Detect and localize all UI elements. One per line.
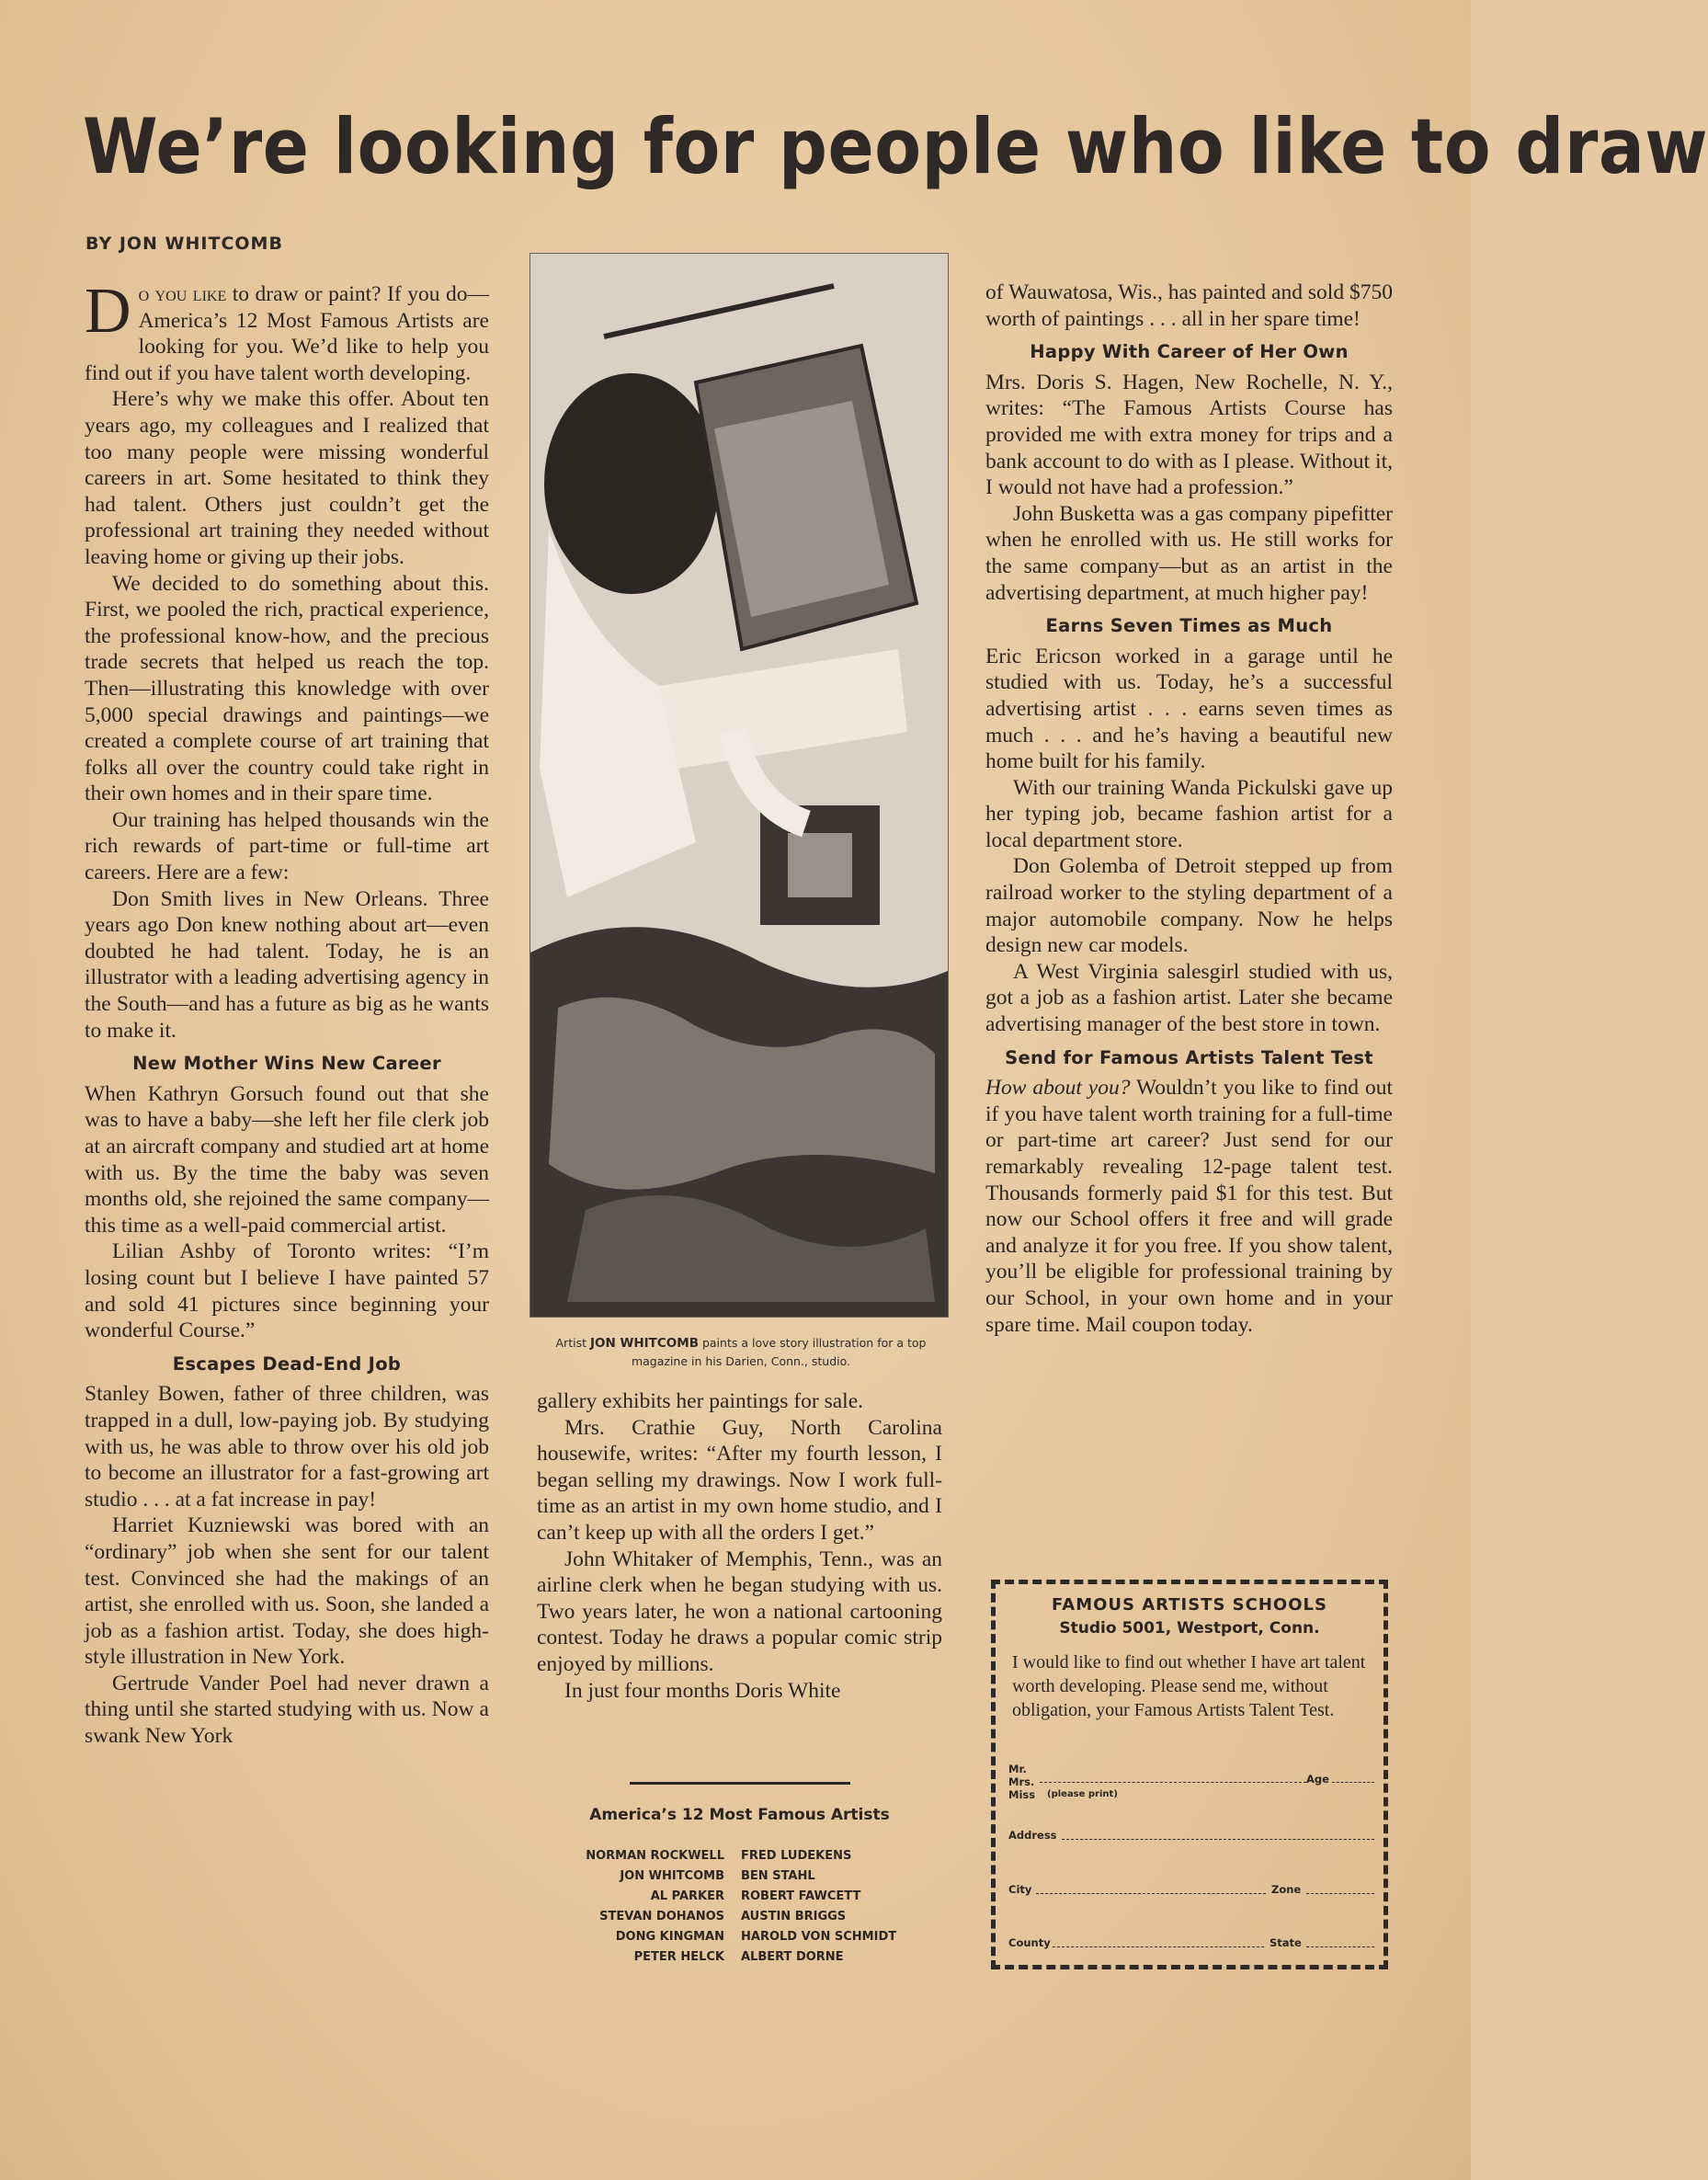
subheading: Happy With Career of Her Own xyxy=(1030,341,1349,363)
state-label: State xyxy=(1270,1936,1302,1949)
artists-row xyxy=(528,1866,951,1887)
artist-photo xyxy=(529,253,949,1318)
artists-list xyxy=(528,1846,951,1968)
article-column-2 xyxy=(537,1388,942,1704)
paragraph: Mrs. Crathie Guy, North Carolina housewife, writes: “After my fourth lesson, I began selling my drawings. Now I work full-time as an artist in my own home studio, and I can’t keep up with all the orders I get.” xyxy=(537,1415,942,1545)
paragraph: How about you? Wouldn’t you like to find out if you have talent worth training for a full-time or part-time art career? Just send for our remarkably revealing 12-page talent test. Thousands formerly paid $1 for this test. But now our School offers it free and will grade and analyze it for you free. If you show talent, you’ll be eligible for professional training by our School, in your own home and in your spare time. Mail coupon today. xyxy=(985,1076,1393,1337)
artists-row xyxy=(528,1887,951,1907)
county-line[interactable] xyxy=(1053,1946,1264,1947)
artist-name: ROBERT FAWCETT xyxy=(741,1889,861,1903)
drop-cap: D xyxy=(85,276,131,347)
artists-row xyxy=(528,1907,951,1927)
mr-label: Mr. xyxy=(1008,1763,1027,1775)
artist-name: DONG KINGMAN xyxy=(615,1930,724,1944)
coupon-title: FAMOUS ARTISTS SCHOOLS xyxy=(1052,1595,1327,1615)
paragraph: A West Virginia salesgirl studied with us, got a job as a fashion artist. Later she became advertising manager of the best store in town. xyxy=(985,959,1393,1037)
mail-coupon xyxy=(991,1580,1388,1969)
paragraph: We decided to do something about this. First, we pooled the rich, practical experience, the professional know-how, and the precious trade secrets that helped us reach the top. Then—illustrating this knowledge with over 5,000 special drawings and paintings—we created a complete course of art training that folks all over the country could take right in their own homes and in their spare time. xyxy=(85,571,489,806)
age-label: Age xyxy=(1306,1773,1329,1786)
byline: BY JON WHITCOMB xyxy=(85,234,283,254)
artist-photo-illustration xyxy=(530,254,948,1317)
paragraph: Here’s why we make this offer. About ten years ago, my colleagues and I realized that too many people were missing wonderful careers in art. Some hesitated to think they had talent. Others just couldn’t get the professional art training they needed without leaving home or giving up their jobs. xyxy=(85,387,489,569)
coupon-text: I would like to find out whether I have art talent worth developing. Please send me, without obligation, your Famous Artists Talent Test. xyxy=(1012,1652,1366,1720)
intro-paragraph: Do you like to draw or paint? If you do—America’s 12 Most Famous Artists are looking for you. We’d like to help you find out if you have talent worth developing. xyxy=(85,276,489,385)
artist-name: AUSTIN BRIGGS xyxy=(741,1910,847,1923)
paragraph: Eric Ericson worked in a garage until he studied with us. Today, he’s a successful advertising artist . . . earns seven times as much . . . and he’s having a beautiful new home built for his family. xyxy=(985,644,1393,774)
artist-name: HAROLD VON SCHMIDT xyxy=(741,1930,897,1944)
artist-name: AL PARKER xyxy=(650,1889,724,1903)
artist-name: FRED LUDEKENS xyxy=(741,1849,852,1863)
artist-name: ALBERT DORNE xyxy=(741,1950,844,1964)
age-line[interactable] xyxy=(1332,1781,1374,1783)
zone-line[interactable] xyxy=(1306,1892,1374,1894)
artist-name: NORMAN ROCKWELL xyxy=(586,1849,724,1863)
artist-name: PETER HELCK xyxy=(633,1950,724,1964)
subheading: Send for Famous Artists Talent Test xyxy=(1005,1046,1373,1068)
county-label: County xyxy=(1008,1936,1051,1949)
photo-caption: Artist JON WHITCOMB paints a love story illustration for a top magazine in his Darien, Conn., studio. xyxy=(555,1336,927,1368)
paragraph: Our training has helped thousands win the rich rewards of part-time or full-time art careers. Here are a few: xyxy=(85,807,489,885)
miss-label: Miss xyxy=(1008,1788,1036,1801)
subheading: Earns Seven Times as Much xyxy=(1045,615,1333,637)
headline: We’re looking for people who like to draw xyxy=(83,103,1708,192)
city-line[interactable] xyxy=(1036,1892,1266,1894)
mrs-label: Mrs. xyxy=(1008,1775,1035,1788)
city-label: City xyxy=(1008,1883,1032,1896)
paragraph: Don Golemba of Detroit stepped up from railroad worker to the styling department of a major automobile company. Now he helps design new car models. xyxy=(985,854,1393,958)
paragraph: Don Smith lives in New Orleans. Three years ago Don knew nothing about art—even doubted he had talent. Today, he is an illustrator with a leading advertising agency in the South—and has a future as big as he wants to make it. xyxy=(85,886,489,1043)
artists-row xyxy=(528,1947,951,1968)
subheading: Escapes Dead-End Job xyxy=(172,1353,402,1375)
state-line[interactable] xyxy=(1306,1946,1374,1947)
paragraph: Mrs. Doris S. Hagen, New Rochelle, N. Y., writes: “The Famous Artists Course has provided me with extra money for trips and a bank account to do with as I please. Without it, I would not have had a profession.” xyxy=(985,370,1393,500)
artist-name: STEVAN DOHANOS xyxy=(599,1910,724,1923)
paragraph: Harriet Kuzniewski was bored with an “ordinary” job when she sent for our talent test. Convinced she had the makings of an artist, she enrolled with us. Soon, she landed a job as a fashion artist. Today, she does high-style illustration in New York. xyxy=(85,1513,489,1670)
artists-row xyxy=(528,1846,951,1866)
paragraph: John Busketta was a gas company pipefitter when he enrolled with us. He still works for the same company—but as an artist in the advertising department, at much higher pay! xyxy=(985,501,1393,605)
paragraph: In just four months Doris White xyxy=(564,1678,841,1703)
artists-row xyxy=(528,1927,951,1947)
subheading: New Mother Wins New Career xyxy=(132,1053,441,1075)
paragraph: When Kathryn Gorsuch found out that she was to have a baby—she left her file clerk job at an aircraft company and studied art at home with us. By the time the baby was seven months old, she rejoined the same company—this time as a well-paid commercial artist. xyxy=(85,1081,489,1238)
zone-label: Zone xyxy=(1271,1883,1302,1896)
paragraph: With our training Wanda Pickulski gave up her typing job, became fashion artist for a local department store. xyxy=(985,775,1393,852)
paragraph: Stanley Bowen, father of three children, was trapped in a dull, low-paying job. By studying with us, he was able to throw over his old job to become an illustrator for a fast-growing art studio . . . at a fat increase in pay! xyxy=(85,1382,489,1512)
coupon-address: Studio 5001, Westport, Conn. xyxy=(1059,1619,1320,1638)
paragraph: John Whitaker of Memphis, Tenn., was an airline clerk when he began studying with us. Two years later, he won a national cartooning contest. Today he draws a popular comic strip enjoyed by millions. xyxy=(537,1547,942,1676)
artists-list-title: America’s 12 Most Famous Artists xyxy=(589,1806,890,1824)
paragraph: Gertrude Vander Poel had never drawn a thing until she started studying with us. Now a swank New York xyxy=(85,1671,489,1749)
divider xyxy=(630,1782,850,1785)
print-note: (please print) xyxy=(1047,1789,1118,1799)
name-line[interactable] xyxy=(1040,1781,1306,1783)
article-column-3 xyxy=(985,280,1393,1338)
address-line[interactable] xyxy=(1062,1838,1374,1840)
article-column-1 xyxy=(85,276,489,1750)
paragraph: of Wauwatosa, Wis., has painted and sold $750 worth of paintings . . . all in her spare time! xyxy=(985,280,1393,331)
artist-name: JON WHITCOMB xyxy=(620,1869,724,1883)
artist-name: BEN STAHL xyxy=(741,1869,815,1883)
address-label: Address xyxy=(1008,1829,1057,1842)
paragraph: gallery exhibits her paintings for sale. xyxy=(537,1389,864,1413)
paragraph: Lilian Ashby of Toronto writes: “I’m losing count but I believe I have painted 57 and sold 41 pictures since beginning your wonderful Course.” xyxy=(85,1239,489,1343)
